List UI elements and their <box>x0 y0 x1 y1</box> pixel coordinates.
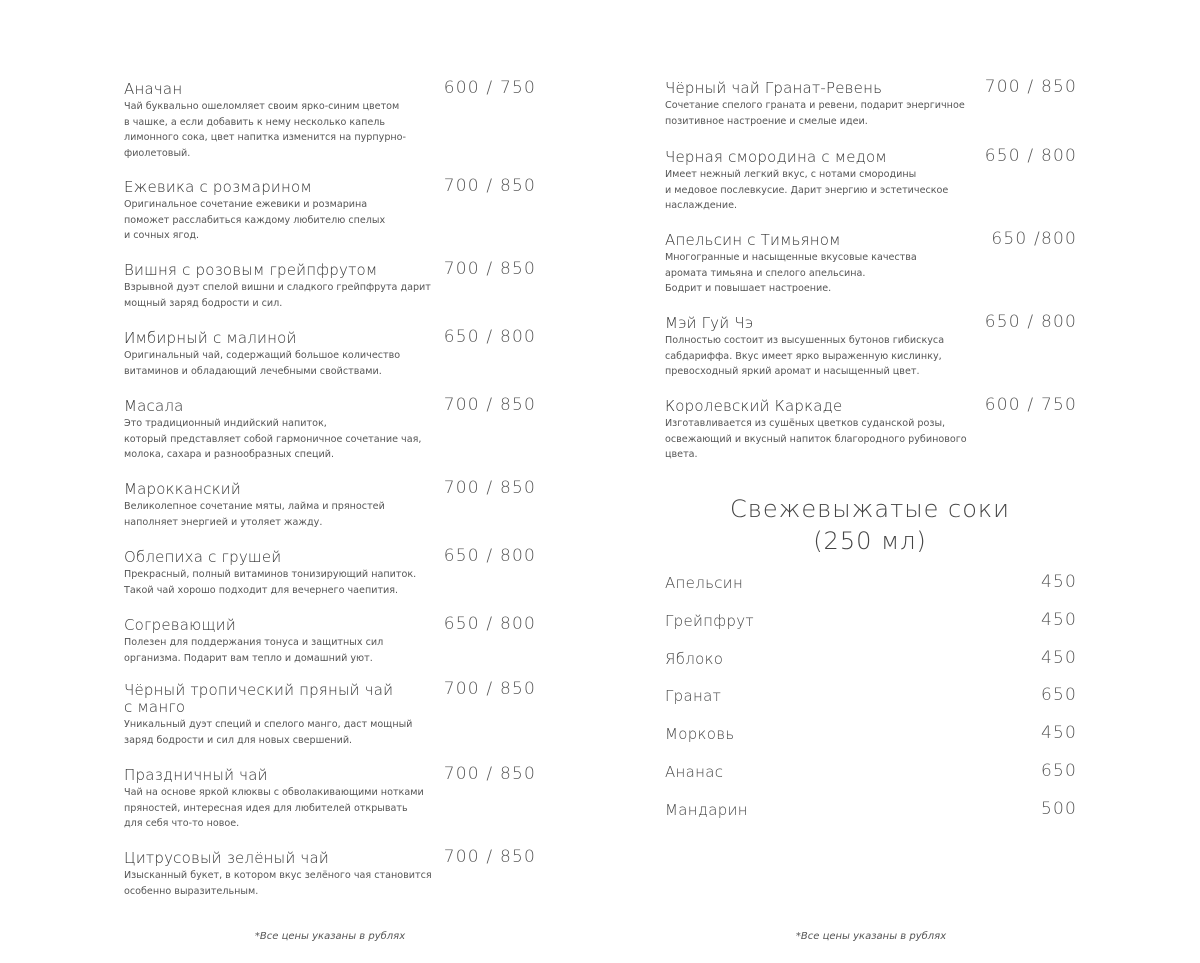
juice-item-name: Яблоко <box>665 650 724 668</box>
menu-item-name: Цитрусовый зелёный чай <box>124 849 329 867</box>
menu-item <box>124 764 536 832</box>
menu-item-name: Апельсин с Тимьяном <box>665 231 841 249</box>
menu-item <box>124 847 536 899</box>
menu-item-description: Имеет нежный легкий вкус, с нотами смородины и медовое послевкусие. Дарит энергию и эстетическое наслаждение. <box>665 169 949 211</box>
menu-item-description: Прекрасный, полный витаминов тонизирующий напиток. Такой чай хорошо подходит для вечернего чаепития. <box>124 569 417 596</box>
menu-item-price: 700 / 850 <box>443 847 536 867</box>
menu-item-description: Изысканный букет, в котором вкус зелёного чая становится особенно выразительным. <box>124 870 432 897</box>
juice-item-name: Мандарин <box>665 801 748 819</box>
menu-item-price: 650 / 800 <box>443 327 536 347</box>
juices-section-title: Свежевыжатые соки (250 мл) <box>730 495 1010 555</box>
menu-item-price: 700 / 850 <box>443 259 536 279</box>
menu-item-name: Масала <box>124 397 184 415</box>
juice-item-price: 650 <box>1040 685 1077 705</box>
menu-item-price: 600 / 750 <box>984 395 1077 415</box>
juice-item-price: 450 <box>1040 648 1077 668</box>
menu-item-name: Праздничный чай <box>124 766 268 784</box>
menu-item <box>124 546 536 598</box>
menu-item-price: 600 / 750 <box>443 78 536 98</box>
juice-item-name: Грейпфрут <box>665 612 754 630</box>
menu-item-description: Изготавливается из сушёных цветков суданской розы, освежающий и вкусный напиток благородного рубинового цвета. <box>665 418 967 460</box>
menu-item-name: Мэй Гуй Чэ <box>665 314 754 332</box>
menu-item-price: 650 / 800 <box>443 614 536 634</box>
menu-item-name: Ежевика с розмарином <box>124 178 312 196</box>
menu-item <box>124 395 536 463</box>
menu-item-name: Имбирный с малиной <box>124 329 297 347</box>
menu-item-price: 700 / 850 <box>984 77 1077 97</box>
menu-item <box>124 614 536 666</box>
menu-item-name: Марокканский <box>124 480 241 498</box>
menu-page-right <box>600 0 1200 963</box>
menu-item-price: 700 / 850 <box>443 679 536 699</box>
menu-item-price: 700 / 850 <box>443 176 536 196</box>
menu-item <box>124 478 536 530</box>
menu-item-name: Облепиха с грушей <box>124 548 282 566</box>
menu-item <box>665 229 1077 297</box>
menu-item-description: Чай на основе яркой клюквы с обволакивающими нотками пряностей, интересная идея для любителей открывать для себя что-то новое. <box>124 787 424 829</box>
menu-item-name: Аначан <box>124 80 183 98</box>
menu-item-name: Согревающий <box>124 616 236 634</box>
juice-item-name: Гранат <box>665 687 722 705</box>
juice-item-name: Ананас <box>665 763 724 781</box>
juice-item <box>665 725 1077 747</box>
menu-item-name: Вишня с розовым грейпфрутом <box>124 261 378 279</box>
menu-item-price: 650 / 800 <box>984 146 1077 166</box>
juice-item <box>665 801 1077 823</box>
menu-item-price: 650 / 800 <box>443 546 536 566</box>
menu-item-description: Многогранные и насыщенные вкусовые качества аромата тимьяна и спелого апельсина. Бодрит и повышает настроение. <box>665 252 917 294</box>
juice-item <box>665 574 1077 596</box>
menu-item-price: 700 / 850 <box>443 478 536 498</box>
juice-item <box>665 687 1077 709</box>
menu-item <box>124 679 536 748</box>
menu-item <box>124 259 536 311</box>
menu-item <box>124 78 536 161</box>
menu-item-price: 700 / 850 <box>443 764 536 784</box>
juice-item-name: Апельсин <box>665 574 744 592</box>
menu-item-description: Уникальный дуэт специй и спелого манго, даст мощный заряд бодрости и сил для новых свершений. <box>124 719 413 746</box>
menu-item <box>665 77 1077 129</box>
menu-item-description: Это традиционный индийский напиток, который представляет собой гармоничное сочетание чая, молока, сахара и разнообразных специй. <box>124 418 422 460</box>
menu-item <box>665 146 1077 214</box>
menu-item-description: Полезен для поддержания тонуса и защитных сил организма. Подарит вам тепло и домашний уют. <box>124 637 384 664</box>
juice-item <box>665 612 1077 634</box>
juice-item <box>665 650 1077 672</box>
menu-item-description: Полностью состоит из высушенных бутонов гибискуса сабдариффа. Вкус имеет ярко выраженную кислинку, превосходный яркий аромат и насыщенный цвет. <box>665 335 945 377</box>
menu-item <box>124 327 536 379</box>
juice-item <box>665 763 1077 785</box>
price-footnote: *Все цены указаны в рублях <box>795 931 947 942</box>
juice-item-price: 500 <box>1040 799 1077 819</box>
menu-item-price: 700 / 850 <box>443 395 536 415</box>
menu-item-description: Чай буквально ошеломляет своим ярко-синим цветом в чашке, а если добавить к нему несколько капель лимонного сока, цвет напитка изменится на пурпурно- фиолетовый. <box>124 101 407 159</box>
juice-item-price: 450 <box>1040 723 1077 743</box>
menu-item-price: 650 / 800 <box>984 312 1077 332</box>
menu-item-description: Сочетание спелого граната и ревени, подарит энергичное позитивное настроение и смелые идеи. <box>665 100 965 127</box>
juice-item-name: Морковь <box>665 725 735 743</box>
price-footnote: *Все цены указаны в рублях <box>254 931 406 942</box>
menu-item-name: Чёрный чай Гранат-Ревень <box>665 79 883 97</box>
juice-item-price: 650 <box>1040 761 1077 781</box>
menu-item <box>665 312 1077 380</box>
menu-item-name: Чёрный тропический пряный чай с манго <box>124 681 394 716</box>
menu-item <box>665 395 1077 463</box>
juice-item-price: 450 <box>1040 572 1077 592</box>
menu-item-description: Оригинальное сочетание ежевики и розмарина поможет расслабиться каждому любителю спелых и сочных ягод. <box>124 199 386 241</box>
menu-item <box>124 176 536 244</box>
menu-item-description: Взрывной дуэт спелой вишни и сладкого грейпфрута дарит мощный заряд бодрости и сил. <box>124 282 431 309</box>
menu-item-name: Черная смородина с медом <box>665 148 887 166</box>
menu-item-name: Королевский Каркаде <box>665 397 843 415</box>
menu-item-price: 650 /800 <box>991 229 1077 249</box>
juice-item-price: 450 <box>1040 610 1077 630</box>
menu-item-description: Великолепное сочетание мяты, лайма и пряностей наполняет энергией и утоляет жажду. <box>124 501 385 528</box>
menu-item-description: Оригинальный чай, содержащий большое количество витаминов и обладающий лечебными свойствами. <box>124 350 401 377</box>
